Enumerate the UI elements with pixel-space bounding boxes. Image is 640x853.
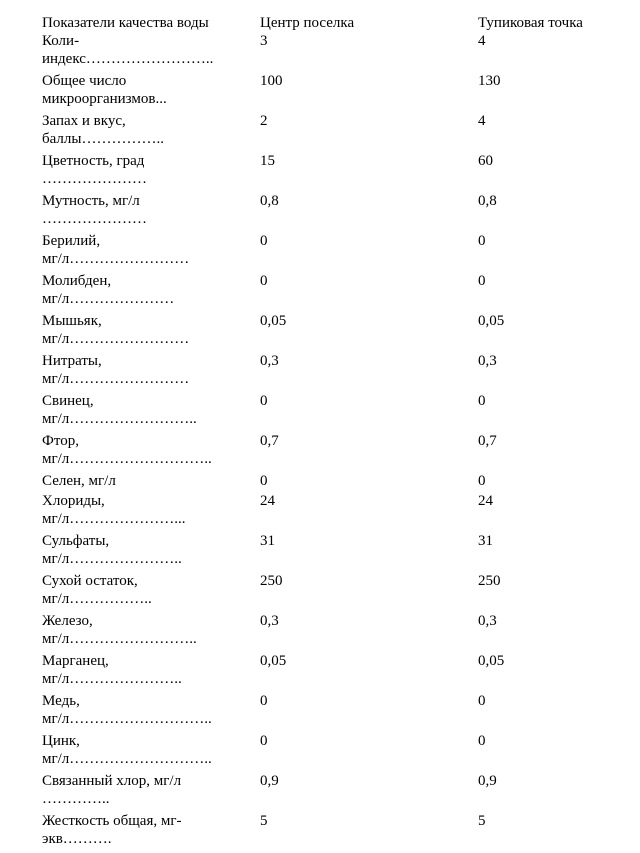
dead-end-value: 0,05 [478,653,505,669]
dead-end-value: 0 [478,473,486,489]
village-center-value: 0,3 [260,353,279,369]
village-center-value: 31 [260,533,275,549]
dead-end-value: 0,9 [478,773,497,789]
indicator-cell: Сухой остаток, мг/л…………….. [42,573,152,607]
table-row [40,772,626,812]
table-row [40,72,626,112]
table-row [40,472,626,492]
village-center-value: 0,05 [260,313,287,329]
table-row [40,732,626,772]
village-center-value: 0,7 [260,433,279,449]
indicator-cell: Марганец, мг/л………………….. [42,653,182,687]
table-row [40,652,626,692]
table-row [40,492,626,532]
table-row [40,112,626,152]
indicator-cell: Нитраты, мг/л…………………… [42,353,190,387]
indicator-cell: Мутность, мг/л ………………… [42,193,147,227]
dead-end-value: 250 [478,573,501,589]
dead-end-value: 31 [478,533,493,549]
indicator-cell: Медь, мг/л……………………….. [42,693,212,727]
header-dead-end-point: Тупиковая точка [478,15,583,31]
indicator-cell: Берилий, мг/л…………………… [42,233,190,267]
indicator-cell: Фтор, мг/л……………………….. [42,433,212,467]
dead-end-value: 0 [478,693,486,709]
indicator-cell: Молибден, мг/л………………… [42,273,175,307]
indicator-cell: Мышьяк, мг/л…………………… [42,313,190,347]
village-center-value: 15 [260,153,275,169]
water-quality-table [40,14,626,852]
table-row [40,152,626,192]
indicator-cell: Свинец, мг/л…………………….. [42,393,197,427]
table-row [40,32,626,72]
village-center-value: 250 [260,573,283,589]
dead-end-value: 5 [478,813,486,829]
dead-end-value: 0,7 [478,433,497,449]
dead-end-value: 0 [478,233,486,249]
indicator-cell: Коли- индекс…………………….. [42,33,214,67]
village-center-value: 5 [260,813,268,829]
table-row [40,232,626,272]
indicator-cell: Жесткость общая, мг- экв………. [42,813,182,847]
header-village-center: Центр поселка [260,15,355,31]
dead-end-value: 0 [478,393,486,409]
table-row [40,192,626,232]
village-center-value: 2 [260,113,268,129]
village-center-value: 0,9 [260,773,279,789]
dead-end-value: 0 [478,733,486,749]
dead-end-value: 130 [478,73,501,89]
table-row [40,532,626,572]
dead-end-value: 0,3 [478,613,497,629]
table-row [40,312,626,352]
village-center-value: 0 [260,473,268,489]
table-row [40,612,626,652]
dead-end-value: 24 [478,493,493,509]
table-body [40,32,626,852]
village-center-value: 0 [260,693,268,709]
village-center-value: 0,05 [260,653,287,669]
table-header-row [40,14,626,32]
dead-end-value: 0,3 [478,353,497,369]
dead-end-value: 0 [478,273,486,289]
dead-end-value: 4 [478,33,486,49]
dead-end-value: 0,05 [478,313,505,329]
village-center-value: 0 [260,233,268,249]
indicator-cell: Цветность, град ………………… [42,153,147,187]
village-center-value: 0,8 [260,193,279,209]
village-center-value: 24 [260,493,275,509]
table-row [40,572,626,612]
indicator-cell: Хлориды, мг/л…………………... [42,493,186,527]
table-row [40,392,626,432]
table-row [40,432,626,472]
indicator-cell: Запах и вкус, баллы…………….. [42,113,164,147]
indicator-cell: Селен, мг/л [42,473,116,489]
indicator-cell: Общее число микроорганизмов... [42,73,167,107]
village-center-value: 0 [260,273,268,289]
table-row [40,692,626,732]
indicator-cell: Цинк, мг/л……………………….. [42,733,212,767]
village-center-value: 3 [260,33,268,49]
village-center-value: 100 [260,73,283,89]
table-row [40,812,626,852]
indicator-cell: Сульфаты, мг/л………………….. [42,533,182,567]
dead-end-value: 4 [478,113,486,129]
indicator-cell: Связанный хлор, мг/л ………….. [42,773,182,807]
table-row [40,272,626,312]
indicator-cell: Железо, мг/л…………………….. [42,613,197,647]
header-indicator: Показатели качества воды [42,15,209,31]
village-center-value: 0 [260,393,268,409]
village-center-value: 0 [260,733,268,749]
dead-end-value: 0,8 [478,193,497,209]
table-row [40,352,626,392]
dead-end-value: 60 [478,153,493,169]
village-center-value: 0,3 [260,613,279,629]
